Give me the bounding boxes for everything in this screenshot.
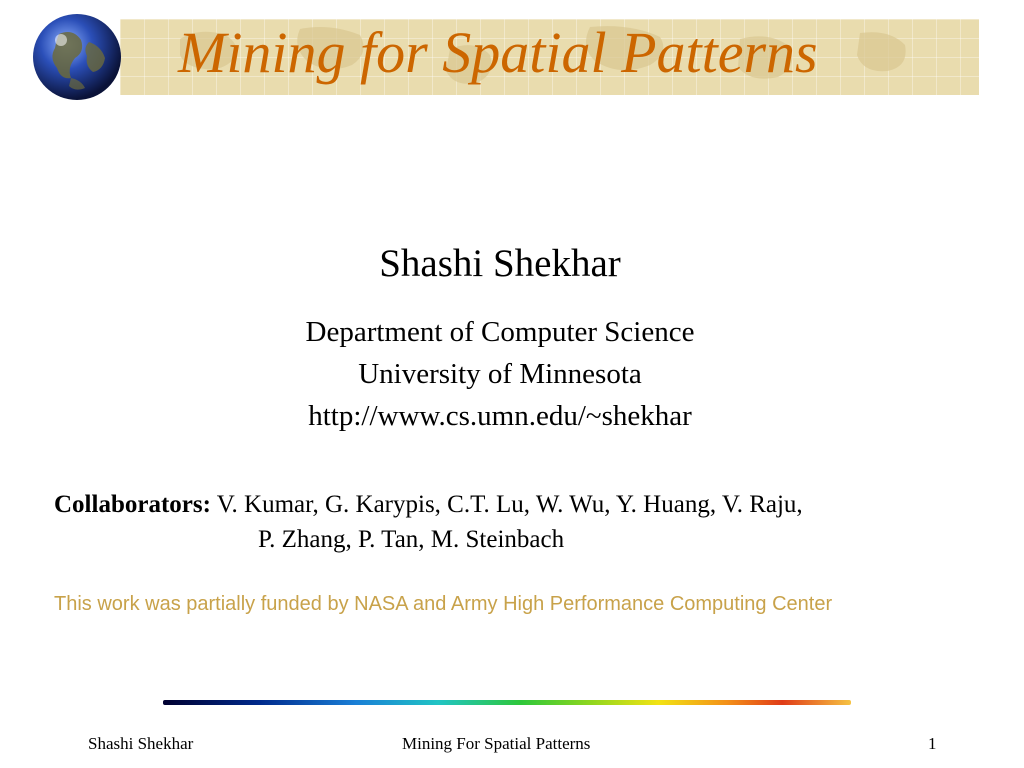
collaborators-names-1: V. Kumar, G. Karypis, C.T. Lu, W. Wu, Y. Huang, V. Raju, — [210, 491, 803, 518]
collaborators-line-1 — [54, 487, 803, 523]
footer-author: Shashi Shekhar — [88, 734, 194, 753]
university: University of Minnesota — [358, 358, 642, 390]
footer-title: Mining For Spatial Patterns — [402, 734, 591, 753]
author-url: http://www.cs.umn.edu/~shekhar — [308, 400, 692, 432]
funding-note: This work was partially funded by NASA and Army High Performance Computing Center — [54, 593, 833, 615]
rainbow-divider — [163, 700, 851, 705]
page-number: 1 — [928, 734, 937, 753]
collaborators-label: Collaborators: — [54, 491, 211, 518]
globe-icon — [31, 12, 123, 102]
slide-title: Mining for Spatial Patterns — [178, 20, 818, 85]
author-name: Shashi Shekhar — [379, 242, 621, 285]
department: Department of Computer Science — [305, 316, 695, 348]
collaborators-names-2: P. Zhang, P. Tan, M. Steinbach — [258, 526, 565, 553]
